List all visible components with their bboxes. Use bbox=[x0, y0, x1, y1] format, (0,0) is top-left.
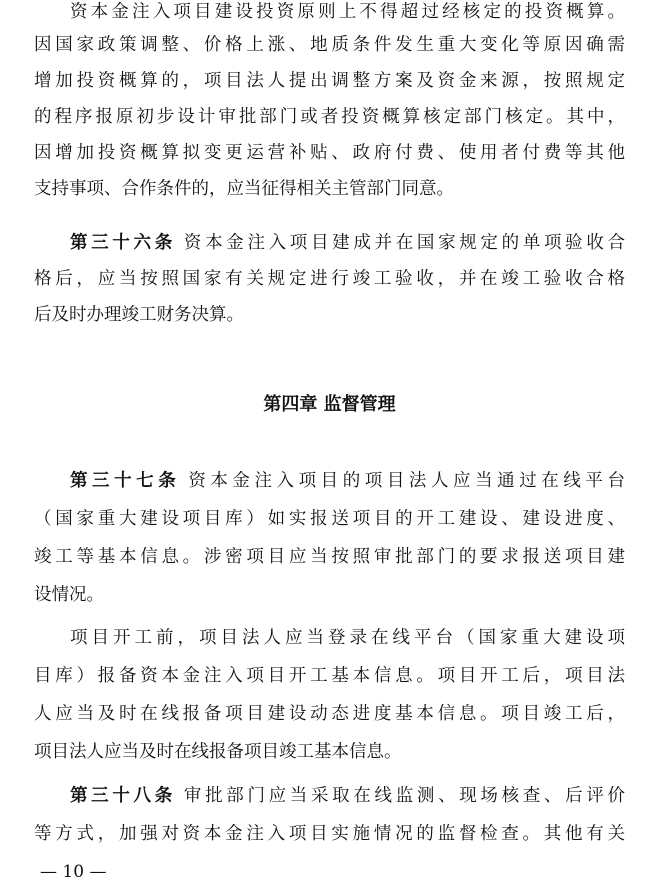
article-text: 资本金注入项目建成并在国家规定的单项验收合 bbox=[183, 233, 625, 253]
article-38-first-line bbox=[70, 782, 625, 810]
paragraph-line: 人应当及时在线报备项目建设动态进度基本信息。项目竣工后， bbox=[34, 704, 625, 724]
paragraph-line: 目库）报备资本金注入项目开工基本信息。项目开工后，项目法 bbox=[34, 666, 625, 686]
article-text: 资本金注入项目的项目法人应当通过在线平台 bbox=[188, 471, 625, 491]
article-36-first-line bbox=[70, 229, 625, 257]
article-number: 第三十六条 bbox=[70, 233, 176, 253]
paragraph-line: （国家重大建设项目库）如实报送项目的开工建设、建设进度、 bbox=[34, 509, 625, 529]
paragraph-line: 格后，应当按照国家有关规定进行竣工验收，并在竣工验收合格 bbox=[34, 269, 625, 289]
paragraph-line: 竣工等基本信息。涉密项目应当按照审批部门的要求报送项目建 bbox=[34, 547, 625, 567]
chapter-heading: 第四章 监督管理 bbox=[263, 394, 396, 415]
paragraph-line: 支持事项、合作条件的，应当征得相关主管部门同意。 bbox=[34, 179, 454, 199]
paragraph-line: 资本金注入项目建设投资原则上不得超过经核定的投资概算。 bbox=[70, 2, 625, 22]
paragraph-line: 项目开工前，项目法人应当登录在线平台（国家重大建设项 bbox=[70, 628, 625, 648]
paragraph-line: 项目法人应当及时在线报备项目竣工基本信息。 bbox=[34, 742, 402, 762]
article-number: 第三十八条 bbox=[70, 786, 176, 806]
article-text: 审批部门应当采取在线监测、现场核查、后评价 bbox=[183, 786, 625, 806]
paragraph-line: 的程序报原初步设计审批部门或者投资概算核定部门核定。其中， bbox=[34, 107, 625, 127]
article-number: 第三十七条 bbox=[70, 471, 181, 491]
paragraph-line: 增加投资概算的，项目法人提出调整方案及资金来源，按照规定 bbox=[34, 71, 625, 91]
paragraph-line: 后及时办理竣工财务决算。 bbox=[34, 305, 244, 325]
paragraph-line: 设情况。 bbox=[34, 585, 104, 605]
page-number: — 10 — bbox=[40, 862, 107, 882]
paragraph-line: 因增加投资概算拟变更运营补贴、政府付费、使用者付费等其他 bbox=[34, 143, 625, 163]
paragraph-line: 因国家政策调整、价格上涨、地质条件发生重大变化等原因确需 bbox=[34, 35, 625, 55]
paragraph-line: 等方式，加强对资本金注入项目实施情况的监督检查。其他有关 bbox=[34, 824, 625, 844]
article-37-first-line bbox=[70, 467, 625, 495]
